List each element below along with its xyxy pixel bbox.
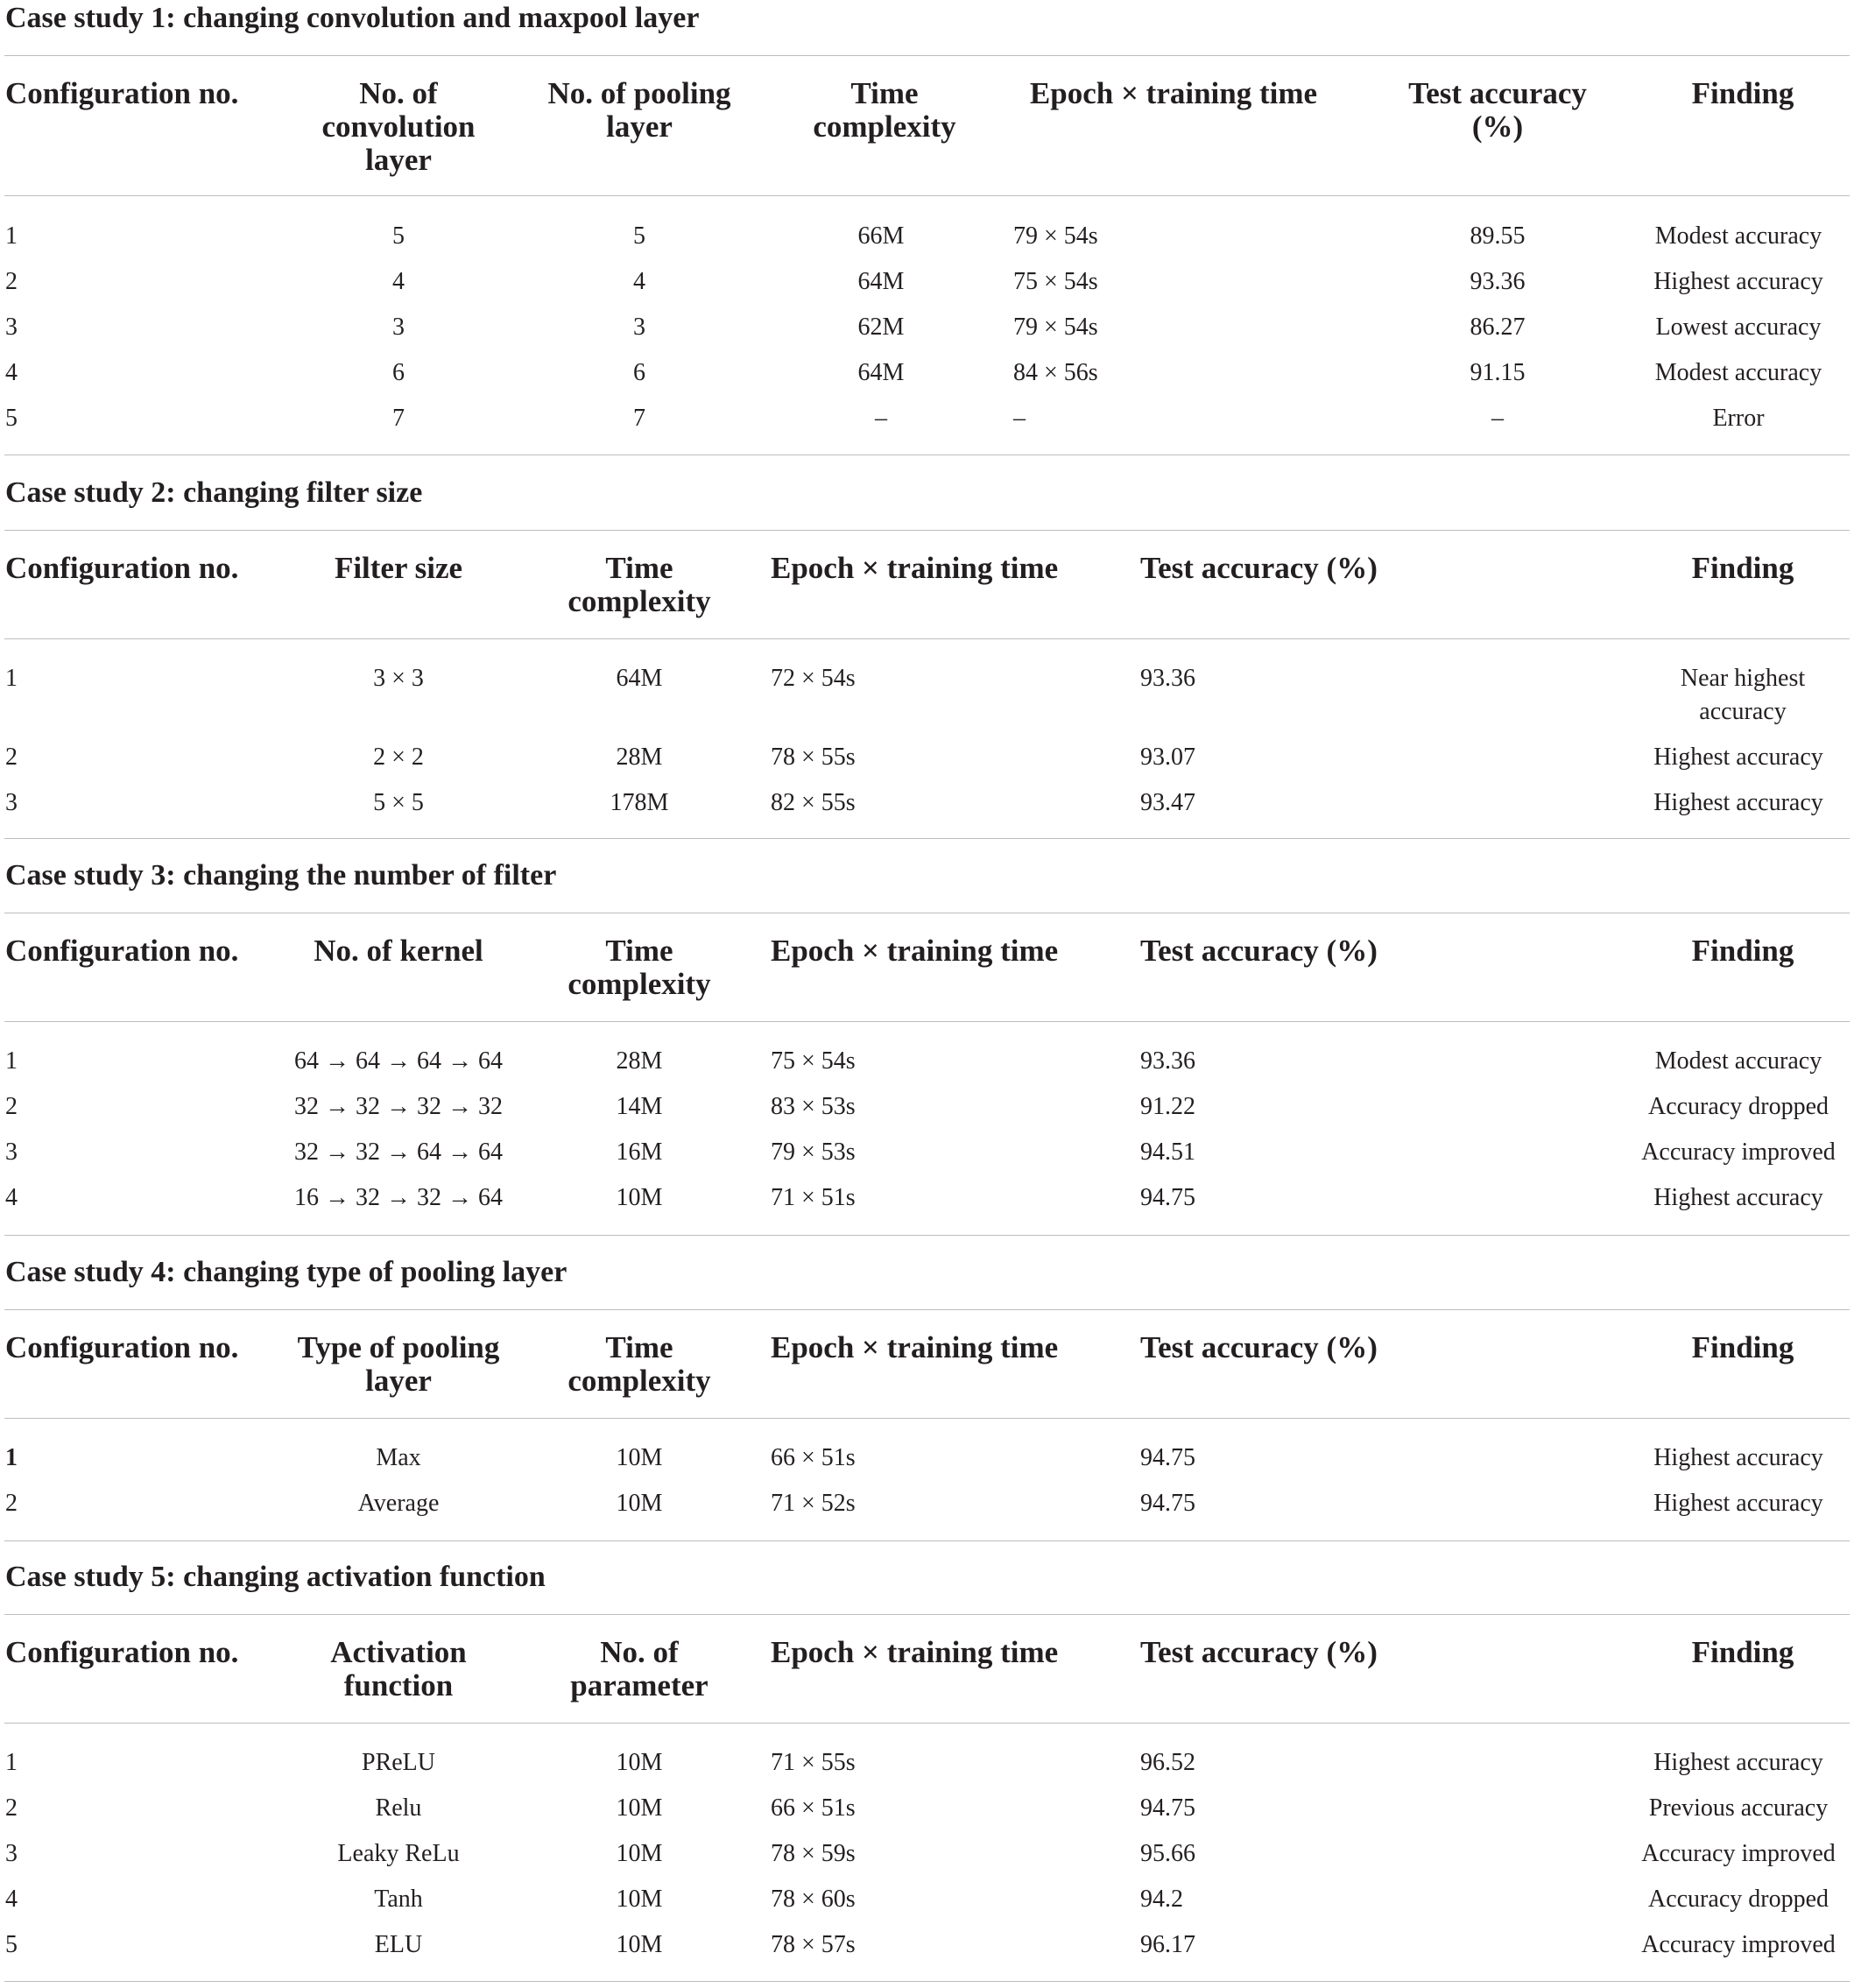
column-header: Time complexity: [813, 76, 956, 144]
divider: [4, 1235, 1850, 1236]
table-cell: 94.75: [1140, 1184, 1195, 1211]
table-cell: 94.51: [1140, 1139, 1195, 1166]
table-cell: 83 × 53s: [771, 1093, 856, 1120]
column-header: Epoch × training time: [771, 1330, 1059, 1364]
table-cell: 75 × 54s: [1013, 268, 1098, 295]
table-cell: 89.55: [1470, 222, 1526, 250]
divider: [4, 530, 1850, 531]
column-header: Configuration no.: [5, 934, 239, 968]
table-cell: 3: [392, 314, 405, 341]
table-cell: 28M: [616, 1047, 663, 1075]
column-header: Configuration no.: [5, 76, 239, 110]
column-header: Finding: [1691, 551, 1794, 585]
divider: [4, 1723, 1850, 1724]
column-header: Finding: [1691, 76, 1794, 110]
config-cell: 3: [5, 1840, 18, 1867]
table-cell: 16 → 32 → 32 → 64: [294, 1184, 503, 1211]
table-cell: 66M: [857, 222, 905, 250]
table-cell: 95.66: [1140, 1840, 1195, 1867]
table-cell: 10M: [616, 1794, 663, 1822]
section-title: Case study 5: changing activation function: [5, 1561, 546, 1593]
config-cell: 4: [5, 1184, 18, 1211]
table-cell: 79 × 53s: [771, 1139, 856, 1166]
table-cell: 78 × 59s: [771, 1840, 856, 1867]
table-cell: 10M: [616, 1886, 663, 1913]
table-cell: 71 × 51s: [771, 1184, 856, 1211]
table-cell: 86.27: [1470, 314, 1526, 341]
finding-cell: Accuracy dropped: [1647, 1093, 1829, 1120]
column-header: Configuration no.: [5, 1635, 239, 1669]
table-cell: 78 × 57s: [771, 1931, 856, 1958]
table-cell: 79 × 54s: [1013, 314, 1098, 341]
table-cell: 10M: [616, 1444, 663, 1471]
config-cell: 3: [5, 789, 18, 816]
column-header: Filter size: [334, 551, 463, 585]
table-cell: 64M: [616, 665, 663, 692]
config-cell: 2: [5, 1794, 18, 1822]
table-cell: 7: [392, 405, 405, 432]
divider: [4, 1614, 1850, 1615]
column-header: Finding: [1691, 1635, 1794, 1669]
table-cell: 32 → 32 → 64 → 64: [294, 1139, 503, 1166]
table-cell: 82 × 55s: [771, 789, 856, 816]
table-cell: 78 × 60s: [771, 1886, 856, 1913]
config-cell: 2: [5, 268, 18, 295]
table-cell: 32 → 32 → 32 → 32: [294, 1093, 503, 1120]
table-cell: 84 × 56s: [1013, 359, 1098, 386]
table-cell: Max: [376, 1444, 421, 1471]
table-cell: Tanh: [374, 1886, 423, 1913]
config-cell: 3: [5, 1139, 18, 1166]
column-header: Test accuracy (%): [1140, 1635, 1378, 1669]
config-cell: 5: [5, 1931, 18, 1958]
table-cell: Leaky ReLu: [337, 1840, 460, 1867]
finding-cell: Modest accuracy: [1654, 359, 1822, 386]
table-cell: 71 × 55s: [771, 1749, 856, 1776]
table-cell: 28M: [616, 744, 663, 771]
finding-cell: Modest accuracy: [1654, 222, 1822, 250]
table-cell: 4: [633, 268, 645, 295]
table-cell: 66 × 51s: [771, 1444, 856, 1471]
column-header: No. of pooling layer: [547, 76, 731, 144]
column-header: No. of kernel: [314, 934, 483, 968]
section-title: Case study 4: changing type of pooling layer: [5, 1256, 567, 1288]
finding-cell: Highest accuracy: [1653, 1490, 1823, 1517]
table-cell: 78 × 55s: [771, 744, 856, 771]
table-cell: 79 × 54s: [1013, 222, 1098, 250]
column-header: Test accuracy (%): [1140, 1330, 1378, 1364]
config-cell: 1: [5, 1749, 18, 1776]
finding-cell: Accuracy improved: [1641, 1139, 1836, 1166]
table-cell: 93.36: [1470, 268, 1526, 295]
column-header: Type of pooling layer: [297, 1330, 500, 1398]
divider: [4, 1418, 1850, 1419]
config-cell: 5: [5, 405, 18, 432]
section-title: Case study 1: changing convolution and maxpool layer: [5, 2, 700, 34]
config-cell: 2: [5, 1490, 18, 1517]
finding-cell: Highest accuracy: [1653, 1444, 1823, 1471]
column-header: Configuration no.: [5, 551, 239, 585]
table-cell: 5: [633, 222, 645, 250]
table-cell: 178M: [610, 789, 669, 816]
divider: [4, 55, 1850, 56]
finding-cell: Near highest accuracy: [1680, 665, 1806, 725]
config-cell: 1: [5, 1047, 18, 1075]
table-cell: PReLU: [362, 1749, 435, 1776]
finding-cell: Error: [1712, 405, 1765, 432]
table-cell: 91.15: [1470, 359, 1526, 386]
table-cell: 10M: [616, 1840, 663, 1867]
table-cell: ELU: [374, 1931, 423, 1958]
column-header: Epoch × training time: [771, 934, 1059, 968]
divider: [4, 638, 1850, 639]
table-cell: 72 × 54s: [771, 665, 856, 692]
table-cell: 96.52: [1140, 1749, 1195, 1776]
finding-cell: Highest accuracy: [1653, 744, 1823, 771]
divider: [4, 1540, 1850, 1541]
config-cell: 4: [5, 359, 18, 386]
table-cell: 62M: [857, 314, 905, 341]
config-cell: 2: [5, 744, 18, 771]
table-cell: –: [1491, 405, 1504, 432]
table-cell: 10M: [616, 1749, 663, 1776]
finding-cell: Modest accuracy: [1654, 1047, 1822, 1075]
table-cell: 6: [633, 359, 645, 386]
finding-cell: Accuracy dropped: [1647, 1886, 1829, 1913]
table-cell: 96.17: [1140, 1931, 1195, 1958]
column-header: Time complexity: [567, 934, 711, 1001]
divider: [4, 195, 1850, 196]
finding-cell: Previous accuracy: [1648, 1794, 1829, 1822]
table-cell: 64M: [857, 268, 905, 295]
table-cell: 10M: [616, 1490, 663, 1517]
config-cell: 1: [5, 1444, 18, 1471]
column-header: Test accuracy (%): [1140, 551, 1378, 585]
config-cell: 2: [5, 1093, 18, 1120]
config-cell: 1: [5, 665, 18, 692]
finding-cell: Accuracy improved: [1641, 1840, 1836, 1867]
table-cell: 64 → 64 → 64 → 64: [294, 1047, 503, 1075]
section-title: Case study 3: changing the number of filter: [5, 859, 557, 892]
column-header: Time complexity: [567, 1330, 711, 1398]
section-title: Case study 2: changing filter size: [5, 476, 423, 509]
table-cell: 2 × 2: [373, 744, 424, 771]
column-header: Configuration no.: [5, 1330, 239, 1364]
table-cell: 94.75: [1140, 1490, 1195, 1517]
column-header: Test accuracy (%): [1408, 76, 1587, 144]
finding-cell: Highest accuracy: [1653, 268, 1823, 295]
table-cell: 94.75: [1140, 1794, 1195, 1822]
table-cell: 16M: [616, 1139, 663, 1166]
column-header: Activation function: [330, 1635, 467, 1702]
table-cell: 3: [633, 314, 645, 341]
table-cell: 93.36: [1140, 665, 1195, 692]
divider: [4, 1021, 1850, 1022]
table-cell: Relu: [375, 1794, 422, 1822]
column-header: Test accuracy (%): [1140, 934, 1378, 968]
column-header: No. of parameter: [570, 1635, 708, 1702]
table-cell: 93.36: [1140, 1047, 1195, 1075]
finding-cell: Highest accuracy: [1653, 1184, 1823, 1211]
table-cell: 10M: [616, 1184, 663, 1211]
table-cell: 93.07: [1140, 744, 1195, 771]
column-header: Time complexity: [567, 551, 711, 618]
divider: [4, 1309, 1850, 1310]
column-header: Finding: [1691, 934, 1794, 968]
table-cell: 10M: [616, 1931, 663, 1958]
table-cell: 3 × 3: [373, 665, 424, 692]
config-cell: 1: [5, 222, 18, 250]
table-cell: 4: [392, 268, 405, 295]
table-cell: –: [875, 405, 887, 432]
table-cell: 94.2: [1140, 1886, 1183, 1913]
column-header: Epoch × training time: [771, 1635, 1059, 1669]
finding-cell: Highest accuracy: [1653, 789, 1823, 816]
config-cell: 4: [5, 1886, 18, 1913]
table-cell: 5 × 5: [373, 789, 424, 816]
table-cell: 93.47: [1140, 789, 1195, 816]
table-cell: 94.75: [1140, 1444, 1195, 1471]
table-cell: 66 × 51s: [771, 1794, 856, 1822]
table-cell: 14M: [616, 1093, 663, 1120]
column-header: Epoch × training time: [1029, 76, 1318, 110]
table-cell: –: [1013, 405, 1026, 432]
table-cell: 91.22: [1140, 1093, 1195, 1120]
column-header: Epoch × training time: [771, 551, 1059, 585]
table-cell: 75 × 54s: [771, 1047, 856, 1075]
table-cell: 71 × 52s: [771, 1490, 856, 1517]
table-cell: 7: [633, 405, 645, 432]
table-cell: Average: [357, 1490, 440, 1517]
divider: [4, 1981, 1850, 1982]
column-header: No. of convolution layer: [321, 76, 476, 177]
finding-cell: Accuracy improved: [1641, 1931, 1836, 1958]
finding-cell: Lowest accuracy: [1655, 314, 1822, 341]
table-cell: 5: [392, 222, 405, 250]
divider: [4, 838, 1850, 839]
table-cell: 6: [392, 359, 405, 386]
config-cell: 3: [5, 314, 18, 341]
table-cell: 64M: [857, 359, 905, 386]
column-header: Finding: [1691, 1330, 1794, 1364]
finding-cell: Highest accuracy: [1653, 1749, 1823, 1776]
